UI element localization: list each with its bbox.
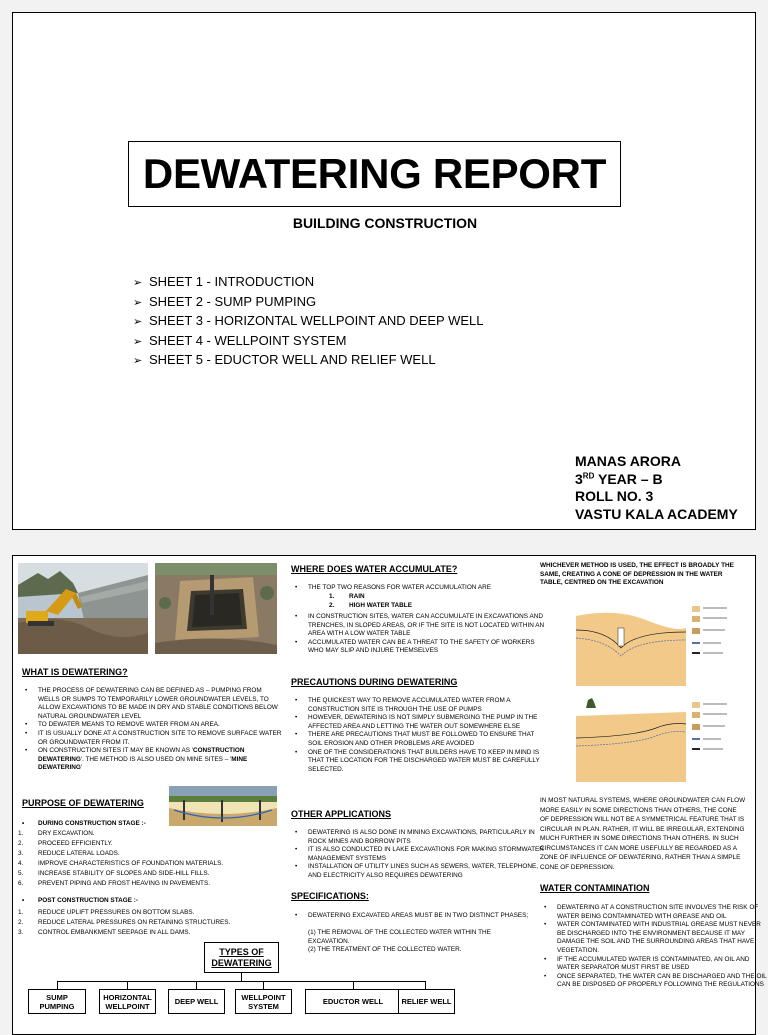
list-item: 2. HIGH WATER TABLE <box>329 602 412 609</box>
list-item: • DEWATERING AT A CONSTRUCTION SITE INVOLVES THE RISK OF WATER BEING CONTAMINATED WITH GREASE AND OIL <box>557 904 768 921</box>
cone-of-depression-diagram-2 <box>576 694 734 782</box>
contamination-points <box>541 904 768 990</box>
author-block <box>575 453 738 523</box>
list-item: 1. DRY EXCAVATION. <box>18 830 95 837</box>
list-item: 3. CONTROL EMBANKMENT SEEPAGE IN ALL DAMS. <box>18 929 191 936</box>
other-heading: OTHER APPLICATIONS <box>291 809 392 819</box>
title-box <box>128 141 621 207</box>
bullet-icon: • <box>22 820 25 827</box>
list-item: • ACCUMULATED WATER CAN BE A THREAT TO THE SAFETY OF WORKERS WHO MAY SLIP AND INJURE THEMSELVES <box>308 639 545 656</box>
list-item: • ONE OF THE CONSIDERATIONS THAT BUILDERS HAVE TO KEEP IN MIND IS THAT THE LOCATION FOR THE DISCHARGED WATER MUST BE CAREFULLY SELECTED. <box>308 749 545 775</box>
spec-heading: SPECIFICATIONS: <box>291 891 369 901</box>
list-item: • IN CONSTRUCTION SITES, WATER CAN ACCUMULATE IN EXCAVATIONS AND TRENCHES, IN SLOPED AREAS, OR IF THE SITE IS NOT LOCATED WITHIN AN AREA WITH A LOW WATER TABLE <box>308 613 545 639</box>
tree-connector <box>127 981 128 989</box>
type-box: HORIZONTAL WELLPOINT <box>99 989 156 1014</box>
sheet-index-item: ➢ SHEET 1 - INTRODUCTION <box>133 273 483 293</box>
sheet-index-list <box>133 273 483 371</box>
list-item: • ONCE SEPARATED, THE WATER CAN BE DISCHARGED AND THE OIL CAN BE DISPOSED OF PROPERLY FOLLOWING THE REGULATIONS <box>557 973 768 990</box>
list-item: 1. RAIN <box>329 593 365 600</box>
list-item: • IT IS ALSO CONDUCTED IN LAKE EXCAVATIONS FOR MAKING STORMWATER MANAGEMENT SYSTEMS <box>308 846 545 863</box>
author-year: 3RD YEAR – B <box>575 470 663 487</box>
during-heading: • DURING CONSTRUCTION STAGE :- <box>22 820 146 827</box>
arrow-bullet-icon: ➢ <box>133 277 143 289</box>
report-title: DEWATERING REPORT <box>142 150 607 197</box>
list-item: 2. REDUCE LATERAL PRESSURES ON RETAINING STRUCTURES. <box>18 919 231 926</box>
tree-connector <box>353 981 354 989</box>
types-root-box: TYPES OF DEWATERING <box>204 942 279 973</box>
list-item: • IF THE ACCUMULATED WATER IS CONTAMINATED, AN OIL AND WATER SEPARATOR MUST FIRST BE USED <box>557 956 768 973</box>
accumulate-heading: WHERE DOES WATER ACCUMULATE? <box>291 564 458 574</box>
list-item: 2. PROCEED EFFICIENTLY. <box>18 840 113 847</box>
cover-sheet <box>12 12 756 530</box>
list-item: • WATER CONTAMINATED WITH INDUSTRIAL GREASE MUST NEVER BE DISCHARGED INTO THE ENVIRONMENT BECAUSE IT MAY DAMAGE THE SOIL AND THE SURROUNDING AREAS THAT HAVE VEGETATION. <box>557 921 768 955</box>
list-item: • HOWEVER, DEWATERING IS NOT SIMPLY SUBMERGING THE PUMP IN THE AFFECTED AREA AND LETTING THE WATER OUT SOMEWHERE ELSE <box>308 714 545 731</box>
purpose-heading: PURPOSE OF DEWATERING <box>22 798 144 808</box>
report-subtitle: BUILDING CONSTRUCTION <box>292 215 478 231</box>
list-item: • TO DEWATER MEANS TO REMOVE WATER FROM AN AREA. <box>38 721 284 730</box>
natural-text: IN MOST NATURAL SYSTEMS, WHERE GROUNDWATER CAN FLOW MORE EASILY IN SOME DIRECTIONS THAN OTHERS, THE CONE OF DEPRESSION WILL NOT BE A SYMMETRICAL FEATURE THAT IS CIRCULAR IN PLAN. RATHER, IT WILL BE IRREGULAR, EXTENDING MUCH FURTHER IN SOME DIRECTIONS THAN OTHERS. IN SUCH CIRCUMSTANCES IT CAN MORE USEFULLY BE REGARDED AS A ZONE OF INFLUENCE OF DEWATERING, RATHER THAN A SIMPLE CONE OF DEPRESSION. <box>540 797 746 871</box>
list-item: • THE PROCESS OF DEWATERING CAN BE DEFINED AS – PUMPING FROM WELLS OR SUMPS TO TEMPORARILY LOWER GROUNDWATER LEVELS, TO ALLOW EXCAVATIONS TO BE MADE IN DRY AND STABLE CONDITIONS BELOW NATURAL GROUNDWATER LEVEL <box>38 687 284 721</box>
list-item: • THERE ARE PRECAUTIONS THAT MUST BE FOLLOWED TO ENSURE THAT SOIL EROSION AND OTHER PROBLEMS ARE AVOIDED <box>308 731 545 748</box>
list-item: • DEWATERING EXCAVATED AREAS MUST BE IN TWO DISTINCT PHASES; <box>308 912 545 921</box>
arrow-bullet-icon: ➢ <box>133 355 143 367</box>
arrow-bullet-icon: ➢ <box>133 316 143 328</box>
type-box: EDUCTOR WELL <box>305 989 401 1014</box>
spec-line: (1) THE REMOVAL OF THE COLLECTED WATER WITHIN THE EXCAVATION. <box>308 929 491 945</box>
sheet-index-item: ➢ SHEET 2 - SUMP PUMPING <box>133 293 483 313</box>
sump-pit-photo <box>155 563 277 654</box>
tree-connector <box>57 981 58 989</box>
type-box: DEEP WELL <box>168 989 225 1014</box>
precautions-heading: PRECAUTIONS DURING DEWATERING <box>291 677 458 687</box>
spec-lines <box>308 929 530 955</box>
post-items <box>18 908 230 938</box>
what-points <box>22 687 284 773</box>
what-heading: WHAT IS DEWATERING? <box>22 667 128 677</box>
list-item: • INSTALLATION OF UTILITY LINES SUCH AS SEWERS, WATER, TELEPHONE, AND ELECTRICITY ALSO REQUIRES DEWATERING <box>308 863 545 880</box>
tree-connector <box>425 981 426 989</box>
sheet-1-introduction <box>12 555 767 1035</box>
list-item: • THE TOP TWO REASONS FOR WATER ACCUMULATION ARE <box>308 584 543 593</box>
sheet-index-item: ➢ SHEET 4 - WELLPOINT SYSTEM <box>133 332 483 352</box>
author-institute: VASTU KALA ACADEMY <box>575 505 738 522</box>
list-item: • IT IS USUALLY DONE AT A CONSTRUCTION SITE TO REMOVE SURFACE WATER OR GROUNDWATER FROM IT. <box>38 730 284 747</box>
post-heading: • POST CONSTRUCTION STAGE :- <box>22 897 138 904</box>
accumulate-points <box>292 613 545 656</box>
dewatering-diagram <box>169 786 277 826</box>
other-points <box>292 829 545 881</box>
cone-of-depression-diagram-1 <box>576 598 734 686</box>
list-item: • DEWATERING IS ALSO DONE IN MINING EXCAVATIONS, PARTICULARLY IN ROCK MINES AND BORROW PITS <box>308 829 545 846</box>
list-item: • ON CONSTRUCTION SITES IT MAY BE KNOWN AS 'CONSTRUCTION DEWATERING'. THE METHOD IS ALSO USED ON MINE SITES – 'MINE DEWATERING' <box>38 747 284 773</box>
reasons-list <box>329 592 412 610</box>
spec-points <box>292 912 545 921</box>
arrow-bullet-icon: ➢ <box>133 335 143 348</box>
tree-connector <box>57 981 425 982</box>
contamination-heading: WATER CONTAMINATION <box>540 883 650 893</box>
cone-text: WHICHEVER METHOD IS USED, THE EFFECT IS BROADLY THE SAME, CREATING A CONE OF DEPRESSION IN THE WATER TABLE, CENTRED ON THE EXCAVATION <box>540 562 734 587</box>
tree-connector <box>263 981 264 989</box>
during-items <box>18 829 223 889</box>
precautions-points <box>292 697 545 774</box>
arrow-bullet-icon: ➢ <box>133 296 143 309</box>
sheet-index-item: ➢ SHEET 5 - EDUCTOR WELL AND RELIEF WELL <box>133 351 483 371</box>
spec-line: (2) THE TREATMENT OF THE COLLECTED WATER. <box>308 946 462 954</box>
list-item: 3. REDUCE LATERAL LOADS. <box>18 850 120 857</box>
list-item: 5. INCREASE STABILITY OF SLOPES AND SIDE-HILL FILLS. <box>18 870 210 877</box>
type-box: SUMP PUMPING <box>28 989 86 1014</box>
author-name: MANAS ARORA <box>575 453 682 469</box>
type-box: WELLPOINT SYSTEM <box>235 989 292 1014</box>
author-roll: ROLL NO. 3 <box>575 488 654 504</box>
excavator-photo <box>18 563 148 654</box>
list-item: 6. PREVENT PIPING AND FROST HEAVING IN PAVEMENTS. <box>18 880 210 887</box>
type-box: RELIEF WELL <box>398 989 455 1014</box>
list-item: • THE QUICKEST WAY TO REMOVE ACCUMULATED WATER FROM A CONSTRUCTION SITE IS THROUGH THE USE OF PUMPS <box>308 697 545 714</box>
list-item: 1. REDUCE UPLIFT PRESSURES ON BOTTOM SLABS. <box>18 909 195 916</box>
list-item: 4. IMPROVE CHARACTERISTICS OF FOUNDATION MATERIALS. <box>18 860 224 867</box>
tree-connector <box>196 981 197 989</box>
bullet-icon: • <box>22 897 25 904</box>
sheet-index-item: ➢ SHEET 3 - HORIZONTAL WELLPOINT AND DEEP WELL <box>133 312 483 332</box>
